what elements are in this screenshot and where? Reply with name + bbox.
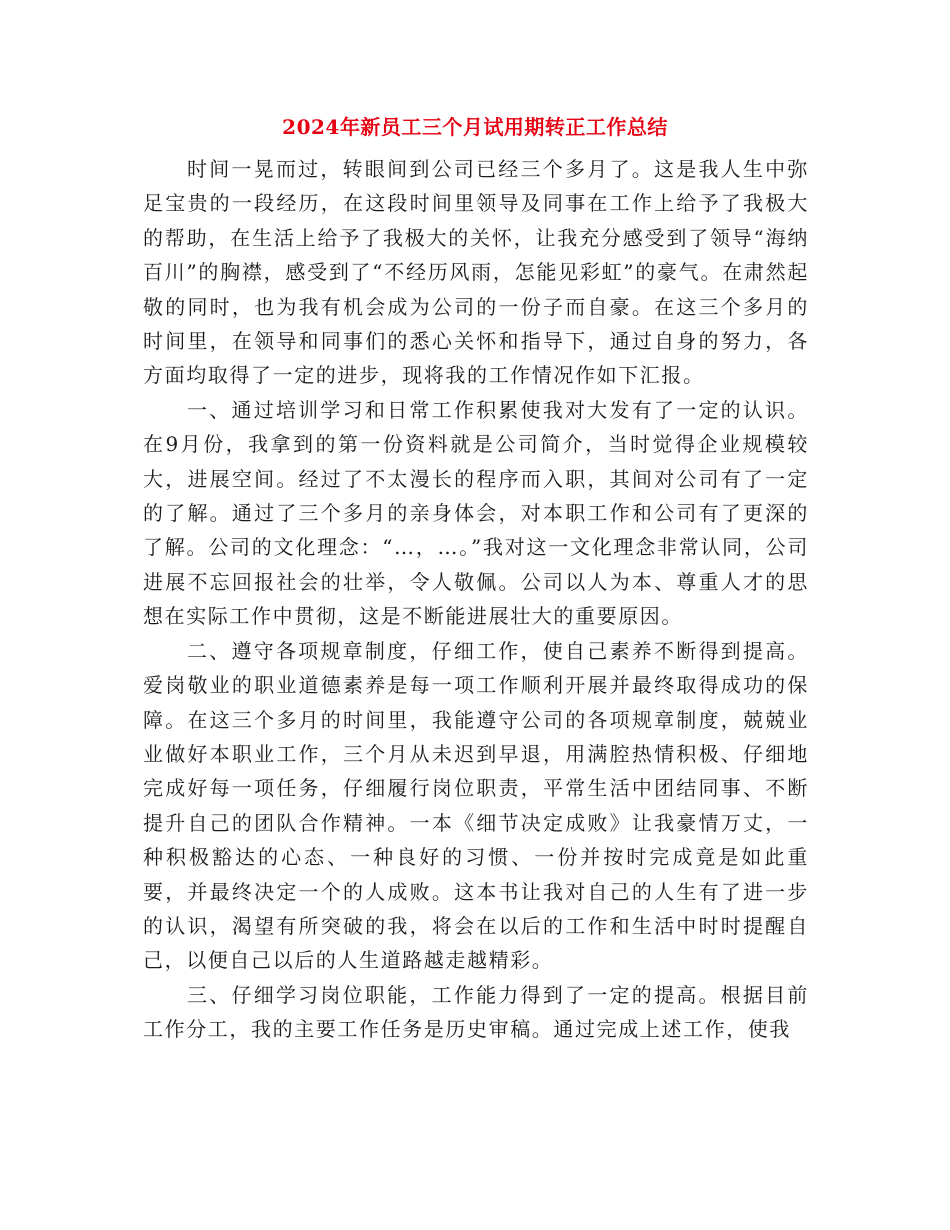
paragraph-intro: 时间一晃而过，转眼间到公司已经三个多月了。这是我人生中弥足宝贵的一段经历，在这段时间里领导及同事在工作上给予了我极大的帮助，在生活上给予了我极大的关怀，让我充分感受到了领导“海纳百川”的胸襟，感受到了“不经历风雨，怎能见彩虹”的豪气。在肃然起敬的同时，也为我有机会成为公司的一份子而自豪。在这三个多月的时间里，在领导和同事们的悉心关怀和指导下，通过自身的努力，各方面均取得了一定的进步，现将我的工作情况作如下汇报。 [143, 157, 809, 388]
paragraph-section-2: 二、遵守各项规章制度，仔细工作，使自己素养不断得到提高。爱岗敬业的职业道德素养是每一项工作顺利开展并最终取得成功的保障。在这三个多月的时间里，我能遵守公司的各项规章制度，兢兢业业做好本职业工作，三个月从未迟到早退，用满腔热情积极、仔细地完成好每一项任务，仔细履行岗位职责，平常生活中团结同事、不断提升自己的团队合作精神。一本《细节决定成败》让我豪情万丈，一种积极豁达的心态、一种良好的习惯、一份并按时完成竟是如此重要，并最终决定一个的人成败。这本书让我对自己的人生有了进一步的认识，渴望有所突破的我，将会在以后的工作和生活中时时提醒自己，以便自己以后的人生道路越走越精彩。 [143, 638, 809, 973]
document-body [143, 152, 809, 1047]
paragraph-section-3: 三、仔细学习岗位职能，工作能力得到了一定的提高。根据目前工作分工，我的主要工作任务是历史审稿。通过完成上述工作，使我 [143, 982, 809, 1042]
paragraph-section-1: 一、通过培训学习和日常工作积累使我对大发有了一定的认识。在9月份，我拿到的第一份资料就是公司简介，当时觉得企业规模较大，进展空间。经过了不太漫长的程序而入职，其间对公司有了一定的了解。通过了三个多月的亲身体会，对本职工作和公司有了更深的了解。公司的文化理念：“…，…。”我对这一文化理念非常认同，公司进展不忘回报社会的壮举，令人敬佩。公司以人为本、尊重人才的思想在实际工作中贯彻，这是不断能进展壮大的重要原因。 [143, 397, 809, 629]
document-title: 2024年新员工三个月试用期转正工作总结 [282, 115, 668, 139]
